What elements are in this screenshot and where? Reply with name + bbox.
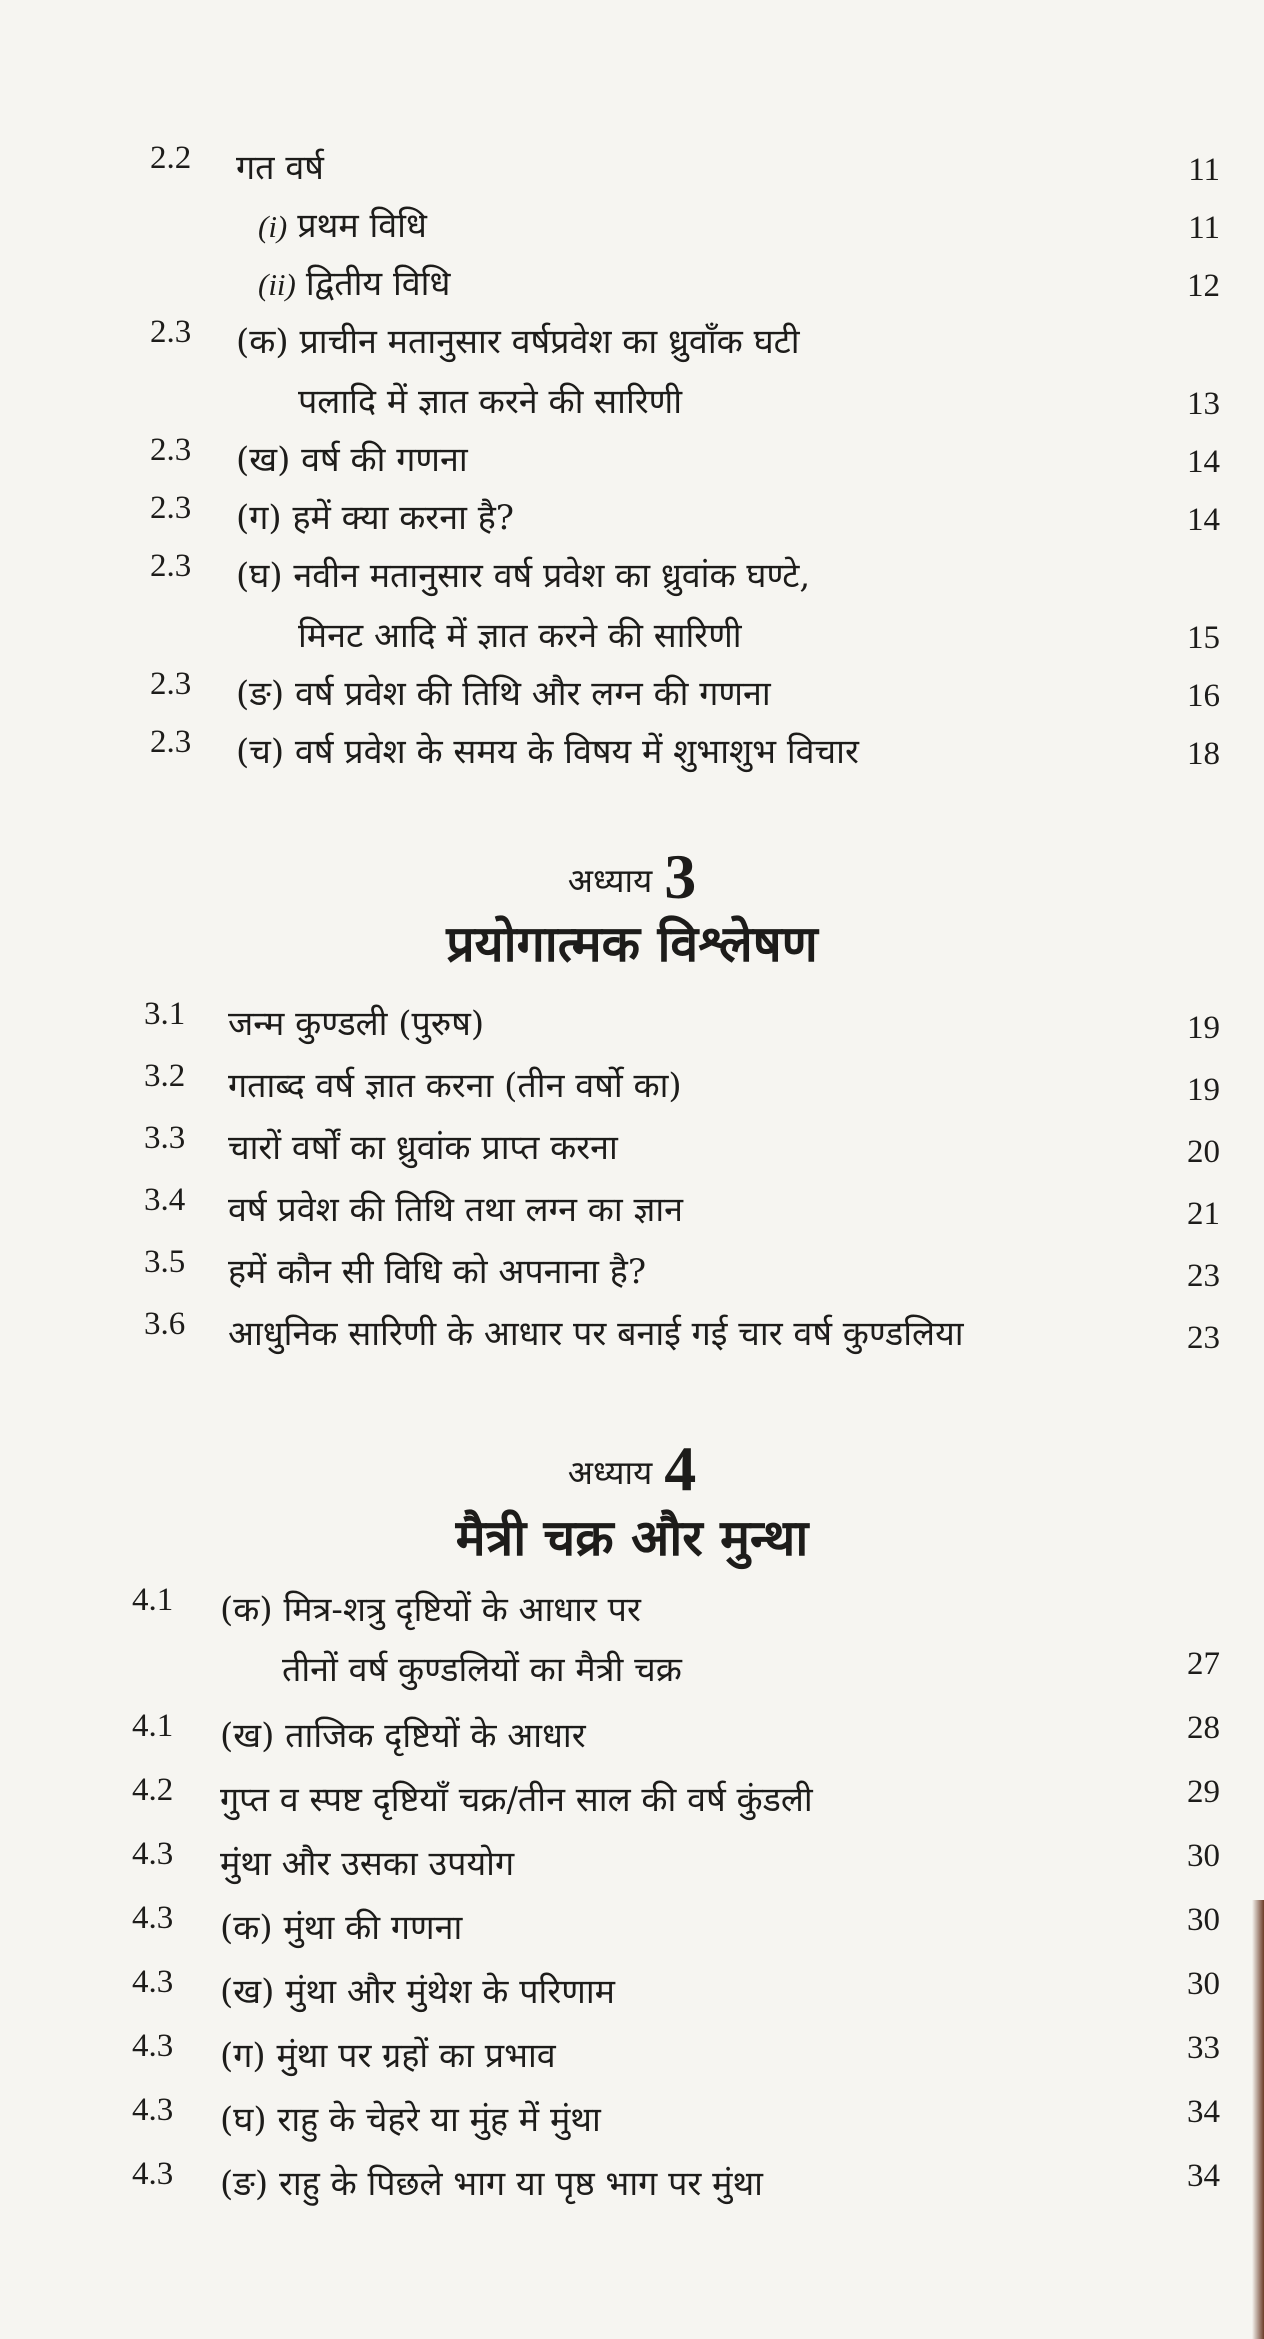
entry-title-continuation: पलादि में ज्ञात करने की सारिणी — [298, 382, 683, 422]
entry-title-line: (घ) राहु के चेहरे या मुंह में मुंथा — [220, 2100, 601, 2140]
entry-number: 3.4 — [144, 1182, 186, 1218]
entry-title-line: प्रथम विधि — [297, 206, 427, 246]
toc-entry — [0, 2154, 1264, 2216]
toc-entry — [0, 1118, 1264, 1180]
entry-title — [228, 1118, 618, 1178]
entry-number: 4.1 — [132, 1582, 174, 1618]
entry-title-line: वर्ष प्रवेश की तिथि तथा लग्न का ज्ञान — [228, 1190, 683, 1230]
page-number: 18 — [1187, 736, 1220, 772]
toc-entry — [0, 312, 1264, 422]
page-number: 20 — [1187, 1134, 1220, 1170]
entry-title — [228, 1304, 964, 1364]
page-number: 23 — [1187, 1320, 1220, 1356]
entry-title — [220, 1834, 514, 1894]
entry-title — [220, 1580, 682, 1700]
entry-title — [236, 430, 468, 490]
entry-number: 3.3 — [144, 1120, 186, 1156]
page-number: 19 — [1187, 1010, 1220, 1046]
chapter-4-label — [0, 1432, 1264, 1506]
entry-number: 4.3 — [132, 1836, 174, 1872]
entry-title — [258, 196, 427, 257]
entry-title — [220, 2090, 601, 2150]
toc-entry — [0, 254, 1264, 316]
entry-title-line: (ग) मुंथा पर ग्रहों का प्रभाव — [220, 2036, 556, 2076]
entry-number: 2.2 — [150, 140, 192, 176]
toc-entry — [0, 1056, 1264, 1118]
entry-number: 4.2 — [132, 1772, 174, 1808]
entry-number: 4.3 — [132, 2092, 174, 2128]
entry-number: 2.3 — [150, 724, 192, 760]
entry-number: 3.5 — [144, 1244, 186, 1280]
entry-title-line: हमें कौन सी विधि को अपनाना है? — [228, 1252, 647, 1292]
page-number: 11 — [1188, 152, 1220, 188]
page-number: 21 — [1187, 1196, 1220, 1232]
entry-title — [236, 722, 859, 782]
entry-title-line: (ङ) वर्ष प्रवेश की तिथि और लग्न की गणना — [236, 674, 771, 714]
toc-entry — [0, 664, 1264, 726]
entry-title-line: (ख) वर्ष की गणना — [236, 440, 468, 480]
entry-title — [236, 488, 514, 548]
entry-title-line: (क) मुंथा की गणना — [220, 1908, 463, 1948]
entry-title — [228, 1056, 682, 1116]
toc-entry — [0, 1304, 1264, 1366]
entry-title-line: (ग) हमें क्या करना है? — [236, 498, 514, 538]
page-number: 15 — [1187, 620, 1220, 656]
page-number: 33 — [1187, 2030, 1220, 2066]
entry-title — [220, 1706, 586, 1766]
chapter-3-title: प्रयोगात्मक विश्लेषण — [446, 915, 818, 973]
entry-title-line: (ङ) राहु के पिछले भाग या पृष्ठ भाग पर मुंथा — [220, 2164, 763, 2204]
entry-title — [228, 994, 484, 1054]
entry-title-line: गत वर्ष — [236, 148, 324, 188]
entry-title — [236, 138, 324, 198]
toc-entry — [0, 2090, 1264, 2152]
entry-title-line: (च) वर्ष प्रवेश के समय के विषय में शुभाशुभ विचार — [236, 732, 859, 772]
entry-number: 2.3 — [150, 666, 192, 702]
entry-number: 2.3 — [150, 432, 192, 468]
toc-entry — [0, 1580, 1264, 1690]
entry-title — [220, 1898, 462, 1958]
roman-numeral: (i) — [258, 209, 288, 244]
entry-number: 2.3 — [150, 314, 192, 350]
page-number: 29 — [1187, 1774, 1220, 1810]
chapter-label-word: अध्याय — [567, 861, 653, 900]
entry-number: 4.3 — [132, 1964, 174, 2000]
chapter-label-word: अध्याय — [567, 1453, 653, 1492]
entry-title-line: द्वितीय विधि — [305, 264, 451, 304]
entry-title — [220, 2154, 763, 2214]
toc-entry — [0, 546, 1264, 656]
entry-number: 4.3 — [132, 2156, 174, 2192]
toc-entry — [0, 488, 1264, 550]
toc-entry — [0, 1834, 1264, 1896]
entry-title-line: (क) प्राचीन मतानुसार वर्षप्रवेश का ध्रुवाँक घटी — [236, 322, 800, 362]
page-number: 19 — [1187, 1072, 1220, 1108]
page-number: 14 — [1187, 444, 1220, 480]
page-number: 14 — [1187, 502, 1220, 538]
page-number: 30 — [1187, 1966, 1220, 2002]
toc-entry — [0, 1180, 1264, 1242]
chapter-4-title: मैत्री चक्र और मुन्था — [455, 1509, 809, 1567]
toc-entry — [0, 1962, 1264, 2024]
page-number: 12 — [1187, 268, 1220, 304]
toc-entry — [0, 1898, 1264, 1960]
entry-number: 4.1 — [132, 1708, 174, 1744]
entry-title — [236, 664, 771, 724]
entry-title — [228, 1242, 646, 1302]
chapter-3-label — [0, 840, 1264, 914]
entry-title-line: गताब्द वर्ष ज्ञात करना (तीन वर्षो का) — [228, 1066, 682, 1106]
toc-entry — [0, 994, 1264, 1056]
entry-title — [220, 1770, 813, 1830]
page-number: 27 — [1187, 1646, 1220, 1682]
page-number: 30 — [1187, 1838, 1220, 1874]
toc-entry — [0, 1242, 1264, 1304]
toc-entry — [0, 430, 1264, 492]
entry-title — [228, 1180, 683, 1240]
page-edge — [1252, 1900, 1264, 2339]
page-number: 34 — [1187, 2158, 1220, 2194]
chapter-number: 3 — [664, 841, 697, 912]
page-number: 30 — [1187, 1902, 1220, 1938]
entry-number: 2.3 — [150, 548, 192, 584]
entry-title — [236, 312, 800, 432]
entry-title-line: जन्म कुण्डली (पुरुष) — [228, 1004, 485, 1044]
entry-title-continuation: मिनट आदि में ज्ञात करने की सारिणी — [298, 616, 742, 656]
entry-number: 3.2 — [144, 1058, 186, 1094]
chapter-number: 4 — [664, 1433, 697, 1504]
entry-title-line: (घ) नवीन मतानुसार वर्ष प्रवेश का ध्रुवांक घण्टे, — [236, 556, 811, 596]
toc-entry — [0, 2026, 1264, 2088]
entry-title-line: (क) मित्र-शत्रु दृष्टियों के आधार पर — [220, 1590, 641, 1630]
page-number: 11 — [1188, 210, 1220, 246]
page-number: 34 — [1187, 2094, 1220, 2130]
page-number: 23 — [1187, 1258, 1220, 1294]
entry-title — [220, 2026, 556, 2086]
entry-title-line: (ख) मुंथा और मुंथेश के परिणाम — [220, 1972, 615, 2012]
entry-title-continuation: तीनों वर्ष कुण्डलियों का मैत्री चक्र — [282, 1650, 682, 1690]
entry-number: 3.1 — [144, 996, 186, 1032]
toc-entry — [0, 138, 1264, 200]
toc-entry — [0, 1706, 1264, 1768]
entry-number: 2.3 — [150, 490, 192, 526]
entry-title-line: मुंथा और उसका उपयोग — [220, 1844, 515, 1884]
toc-entry — [0, 1770, 1264, 1832]
entry-title — [258, 254, 450, 315]
entry-title — [236, 546, 810, 666]
entry-number: 4.3 — [132, 2028, 174, 2064]
entry-number: 4.3 — [132, 1900, 174, 1936]
page-number: 16 — [1187, 678, 1220, 714]
toc-entry — [0, 722, 1264, 784]
entry-title-line: चारों वर्षों का ध्रुवांक प्राप्त करना — [228, 1128, 618, 1168]
page-number: 28 — [1187, 1710, 1220, 1746]
entry-title — [220, 1962, 615, 2022]
roman-numeral: (ii) — [258, 267, 296, 302]
toc-entry — [0, 196, 1264, 258]
entry-number: 3.6 — [144, 1306, 186, 1342]
page-number: 13 — [1187, 386, 1220, 422]
entry-title-line: गुप्त व स्पष्ट दृष्टियाँ चक्र/तीन साल की वर्ष कुंडली — [220, 1780, 813, 1820]
entry-title-line: (ख) ताजिक दृष्टियों के आधार — [220, 1716, 586, 1756]
entry-title-line: आधुनिक सारिणी के आधार पर बनाई गई चार वर्ष कुण्डलिया — [228, 1314, 964, 1354]
